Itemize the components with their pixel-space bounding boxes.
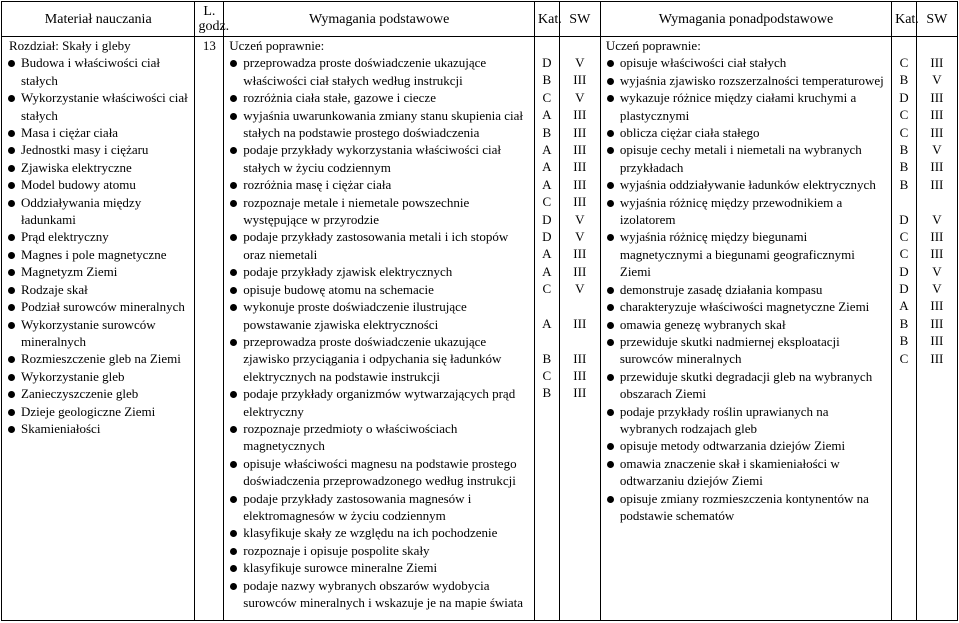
list-item: podaje przykłady organizmów wytwarzających prąd elektryczny <box>227 385 531 420</box>
sw-value: III <box>930 176 944 192</box>
sw-value: V <box>932 263 942 279</box>
advanced-intro: Uczeń poprawnie: <box>605 38 701 53</box>
list-item: rozróżnia masę i ciężar ciała <box>227 176 531 193</box>
list-item: opisuje właściwości ciał stałych <box>604 54 888 71</box>
list-item: Budowa i właściwości ciał stałych <box>5 54 191 89</box>
section-title: Rozdział: Skały i gleby <box>9 38 131 53</box>
kat-value: A <box>542 315 552 331</box>
basic-sw-cell <box>559 37 600 621</box>
kat-value: B <box>899 176 909 192</box>
kat-value: C <box>542 89 552 105</box>
list-item: opisuje właściwości magnesu na podstawie prostego doświadczenia przeprowadzonego według instrukcji <box>227 455 531 490</box>
kat-value: B <box>899 141 909 157</box>
sw-value: III <box>573 141 587 157</box>
header-kat-advanced: Kat. <box>892 2 917 37</box>
content-row <box>2 37 958 621</box>
sw-value: III <box>573 315 587 331</box>
list-item: wyjaśnia różnicę między biegunami magnetycznymi a biegunami geograficznymi Ziemi <box>604 228 888 280</box>
sw-value: V <box>932 281 942 297</box>
sw-value: III <box>573 176 587 192</box>
kat-value: D <box>899 211 909 227</box>
kat-value: A <box>542 263 552 279</box>
list-item: przeprowadza proste doświadczenie ukazujące właściwości ciał stałych według instrukcji <box>227 54 531 89</box>
list-item: wykazuje różnice między ciałami kruchymi a plastycznymi <box>604 89 888 124</box>
list-item: wykonuje proste doświadczenie ilustrujące powstawanie zjawiska elektryczności <box>227 298 531 333</box>
requirements-table <box>1 1 958 621</box>
list-item: Dzieje geologiczne Ziemi <box>5 403 191 420</box>
kat-value: D <box>899 281 909 297</box>
sw-value <box>563 332 597 349</box>
sw-value: III <box>573 368 587 384</box>
spacer <box>895 37 913 54</box>
list-item: oblicza ciężar ciała stałego <box>604 124 888 141</box>
list-item: Oddziaływania między ładunkami <box>5 194 191 229</box>
kat-value: B <box>542 350 552 366</box>
sw-value: III <box>930 124 944 140</box>
list-item: Skamieniałości <box>5 420 191 437</box>
header-sw-basic: SW <box>559 2 600 37</box>
sw-value <box>563 297 597 314</box>
sw-value: V <box>575 228 585 244</box>
list-item: rozpoznaje metale i niemetale powszechnie występujące w przyrodzie <box>227 194 531 229</box>
list-item: demonstruje zasadę działania kompasu <box>604 281 888 298</box>
list-item: Model budowy atomu <box>5 176 191 193</box>
list-item: rozpoznaje i opisuje pospolite skały <box>227 542 531 559</box>
list-item: wyjaśnia uwarunkowania zmiany stanu skupienia ciał stałych na podstawie prostego doświadczenia <box>227 107 531 142</box>
kat-value: C <box>542 194 552 210</box>
list-item: Zjawiska elektryczne <box>5 159 191 176</box>
kat-value: A <box>542 176 552 192</box>
kat-value: B <box>899 315 909 331</box>
sw-value: V <box>575 55 585 70</box>
list-item: wyjaśnia oddziaływanie ładunków elektrycznych <box>604 176 888 193</box>
kat-value: B <box>542 385 552 401</box>
list-item: klasyfikuje surowce mineralne Ziemi <box>227 559 531 576</box>
sw-value: V <box>575 89 585 105</box>
sw-value: V <box>575 281 585 297</box>
kat-value: D <box>899 263 909 279</box>
kat-value: C <box>899 246 909 262</box>
kat-value <box>895 193 913 210</box>
list-item: przeprowadza proste doświadczenie ukazujące zjawisko przyciągania i odpychania się ładunków elektrycznych na podstawie instrukcji <box>227 333 531 385</box>
sw-value: III <box>573 72 587 88</box>
sw-value: V <box>575 211 585 227</box>
kat-value: B <box>899 333 909 349</box>
kat-value: D <box>899 89 909 105</box>
header-row <box>2 2 958 37</box>
list-item: Wykorzystanie właściwości ciał stałych <box>5 89 191 124</box>
sw-value: V <box>932 72 942 88</box>
list-item: opisuje cechy metali i niemetali na wybranych przykładach <box>604 141 888 176</box>
kat-value: C <box>899 228 909 244</box>
kat-value: D <box>542 211 552 227</box>
header-kat-basic: Kat. <box>535 2 560 37</box>
list-item: Masa i ciężar ciała <box>5 124 191 141</box>
list-item: rozróżnia ciała stałe, gazowe i ciecze <box>227 89 531 106</box>
sw-value: III <box>573 246 587 262</box>
list-item: omawia genezę wybranych skał <box>604 316 888 333</box>
kat-value: A <box>542 107 552 123</box>
kat-value: C <box>899 350 909 366</box>
list-item: Magnes i pole magnetyczne <box>5 246 191 263</box>
list-item: podaje przykłady wykorzystania właściwości ciał stałych w życiu codziennym <box>227 141 531 176</box>
advanced-kat-cell <box>892 37 917 621</box>
list-item: opisuje zmiany rozmieszczenia kontynentów na podstawie schematów <box>604 490 888 525</box>
list-item: Zanieczyszczenie gleb <box>5 385 191 402</box>
sw-value: III <box>573 194 587 210</box>
kat-value: C <box>542 281 552 297</box>
kat-value <box>538 332 556 349</box>
list-item: podaje przykłady roślin uprawianych na wybranych rodzajach gleb <box>604 403 888 438</box>
list-item: omawia znaczenie skał i skamieniałości w odtwarzaniu dziejów Ziemi <box>604 455 888 490</box>
advanced-list <box>604 54 888 524</box>
kat-value: C <box>899 55 909 70</box>
sw-value: III <box>573 385 587 401</box>
list-item: Prąd elektryczny <box>5 228 191 245</box>
sw-value: III <box>930 315 944 331</box>
kat-value: A <box>899 298 909 314</box>
header-hours: L. godz. <box>195 2 224 37</box>
basic-list <box>227 54 531 611</box>
header-sw-advanced: SW <box>916 2 957 37</box>
sw-value: III <box>930 107 944 123</box>
list-item: klasyfikuje skały ze względu na ich pochodzenie <box>227 524 531 541</box>
list-item: Wykorzystanie gleb <box>5 368 191 385</box>
list-item: podaje przykłady zastosowania metali i ich stopów oraz niemetali <box>227 228 531 263</box>
spacer <box>920 37 954 54</box>
header-advanced: Wymagania ponadpodstawowe <box>600 2 891 37</box>
kat-value: B <box>899 159 909 175</box>
kat-value: C <box>899 124 909 140</box>
hours-value: 13 <box>202 38 216 53</box>
list-item: opisuje budowę atomu na schemacie <box>227 281 531 298</box>
sw-value: III <box>930 55 944 70</box>
kat-value: A <box>542 159 552 175</box>
kat-value: B <box>899 72 909 88</box>
advanced-cell <box>600 37 891 621</box>
sw-value: III <box>573 263 587 279</box>
sw-value: III <box>930 89 944 105</box>
basic-kat-cell <box>535 37 560 621</box>
list-item: Magnetyzm Ziemi <box>5 263 191 280</box>
sw-value: III <box>573 124 587 140</box>
list-item: charakteryzuje właściwości magnetyczne Ziemi <box>604 298 888 315</box>
sw-value <box>920 193 954 210</box>
kat-value: D <box>542 55 552 70</box>
list-item: wyjaśnia zjawisko rozszerzalności temperaturowej <box>604 72 888 89</box>
advanced-sw-cell <box>916 37 957 621</box>
kat-value: C <box>542 368 552 384</box>
hours-cell <box>195 37 224 621</box>
list-item: Rozmieszczenie gleb na Ziemi <box>5 350 191 367</box>
header-basic: Wymagania podstawowe <box>224 2 535 37</box>
list-item: podaje nazwy wybranych obszarów wydobycia surowców mineralnych i wskazuje je na mapie świata <box>227 577 531 612</box>
sw-value: III <box>930 350 944 366</box>
header-material: Materiał nauczania <box>2 2 195 37</box>
basic-cell <box>224 37 535 621</box>
sw-value: III <box>930 246 944 262</box>
list-item: wyjaśnia różnicę między przewodnikiem a izolatorem <box>604 194 888 229</box>
kat-value <box>538 297 556 314</box>
sw-value: V <box>932 211 942 227</box>
list-item: podaje przykłady zjawisk elektrycznych <box>227 263 531 280</box>
kat-value: D <box>542 228 552 244</box>
sw-value: III <box>930 298 944 314</box>
kat-value: A <box>542 246 552 262</box>
kat-value: C <box>899 107 909 123</box>
sw-value: III <box>573 159 587 175</box>
basic-intro: Uczeń poprawnie: <box>229 38 325 53</box>
list-item: Rodzaje skał <box>5 281 191 298</box>
list-item: Podział surowców mineralnych <box>5 298 191 315</box>
kat-value: B <box>542 124 552 140</box>
sw-value: V <box>932 141 942 157</box>
material-cell <box>2 37 195 621</box>
sw-value: III <box>930 159 944 175</box>
list-item: przewiduje skutki degradacji gleb na wybranych obszarach Ziemi <box>604 368 888 403</box>
list-item: rozpoznaje przedmioty o właściwościach magnetycznych <box>227 420 531 455</box>
list-item: Wykorzystanie surowców mineralnych <box>5 316 191 351</box>
material-list <box>5 54 191 437</box>
list-item: podaje przykłady zastosowania magnesów i elektromagnesów w życiu codziennym <box>227 490 531 525</box>
list-item: przewiduje skutki nadmiernej eksploatacji surowców mineralnych <box>604 333 888 368</box>
sw-value: III <box>573 107 587 123</box>
kat-value: A <box>542 141 552 157</box>
spacer <box>563 37 597 54</box>
spacer <box>538 37 556 54</box>
kat-value: B <box>542 72 552 88</box>
sw-value: III <box>930 228 944 244</box>
list-item: Jednostki masy i ciężaru <box>5 141 191 158</box>
sw-value: III <box>930 333 944 349</box>
list-item: opisuje metody odtwarzania dziejów Ziemi <box>604 437 888 454</box>
sw-value: III <box>573 350 587 366</box>
